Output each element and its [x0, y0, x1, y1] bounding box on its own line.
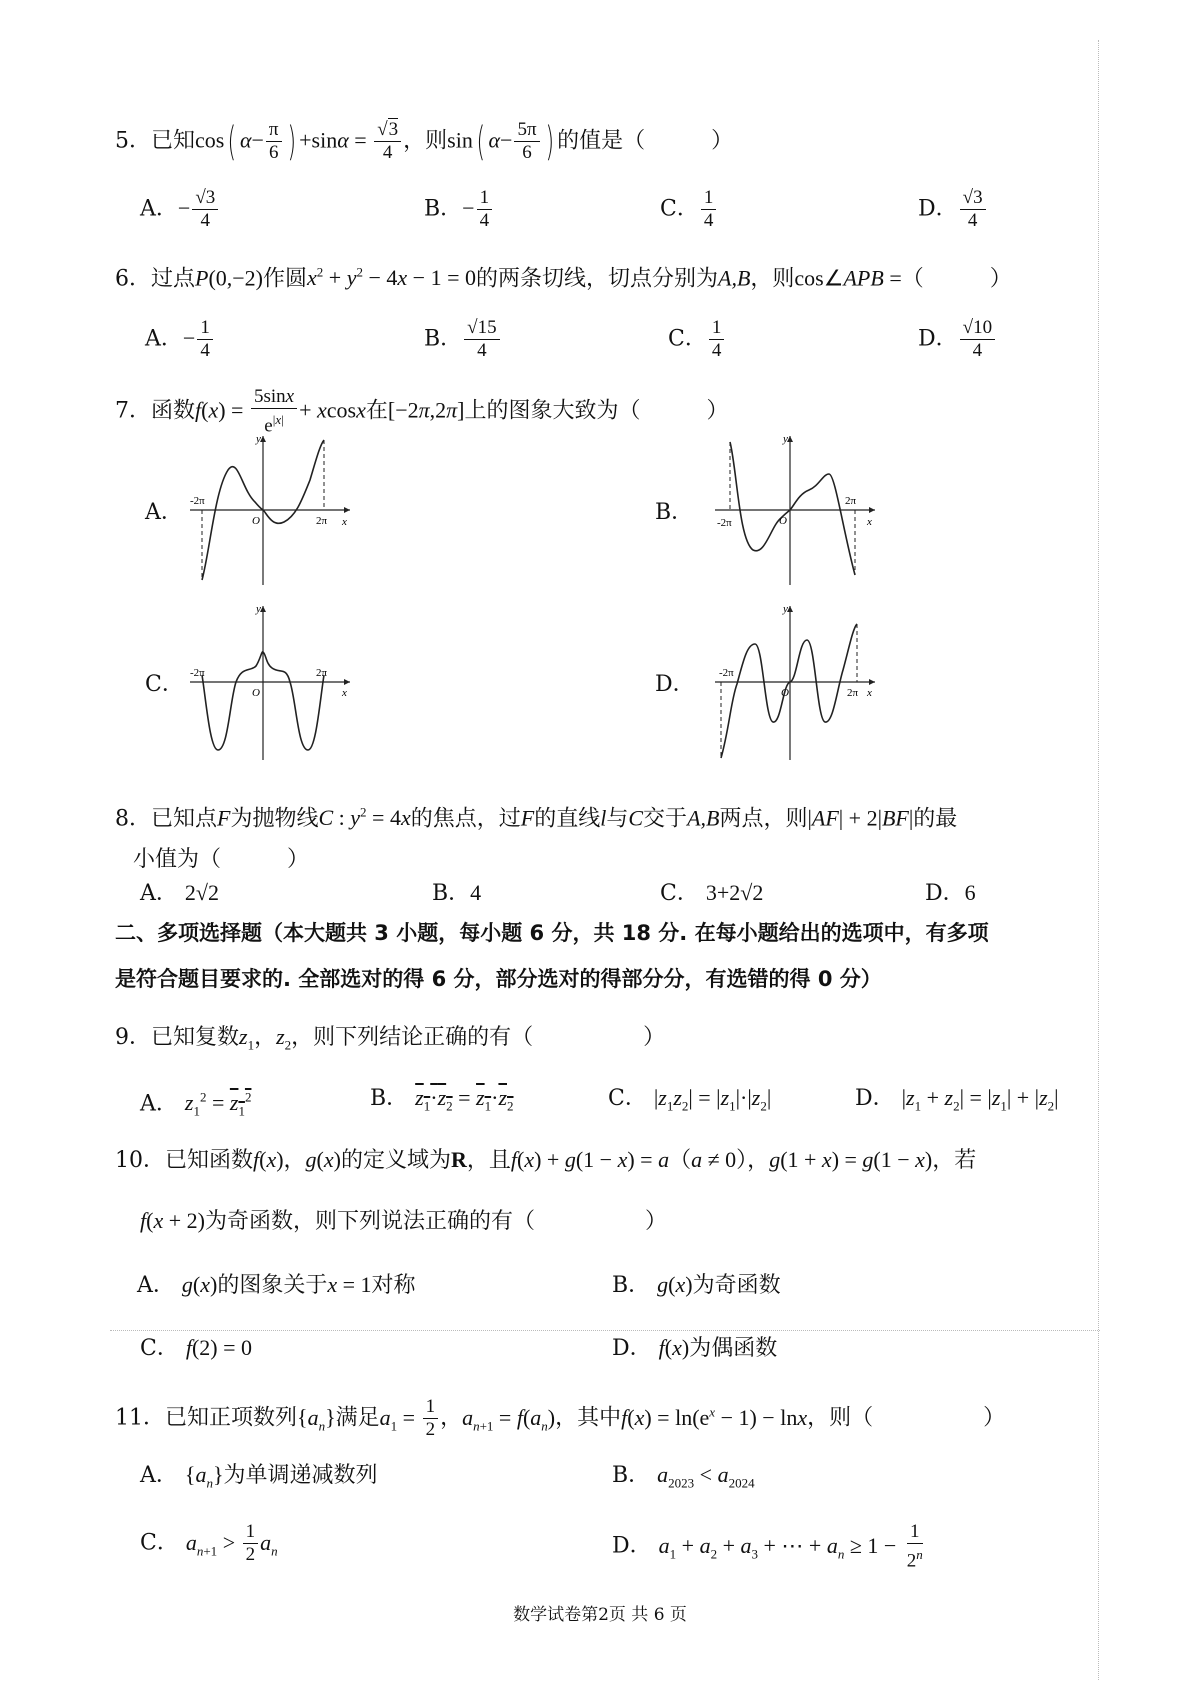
q7-graph-b[interactable]	[705, 430, 885, 590]
q7-option-b-label[interactable]: B．	[655, 500, 694, 525]
separator-rule	[110, 1330, 1100, 1331]
q8-option-c[interactable]: C． 3+2√2	[660, 880, 764, 906]
margin-rule	[1098, 40, 1099, 1680]
svg-text:-2π: -2π	[190, 667, 205, 679]
page-footer: 数学试卷第2页 共 6 页	[513, 1605, 687, 1625]
svg-text:O: O	[252, 515, 260, 527]
svg-text:O: O	[252, 687, 260, 699]
question-8: 8．已知点F为抛物线C : $y^2 = 4x$的焦点，过F的直线l与C交于A,B两点，则|AF| + 2|BF|的最	[115, 805, 958, 832]
question-5: 5．已知cos( α− $\frac{\pi}{6}$ ) +sinα = $\frac{√3}{4}$ ，则sin( α− $\frac{5\pi}{6}$ ) 的值是（ ）	[115, 118, 734, 165]
q10-option-a[interactable]: A． g(x)的图象关于x = 1对称	[137, 1272, 416, 1298]
svg-text:-2π: -2π	[717, 517, 732, 529]
q7-option-d-label[interactable]: D．	[655, 672, 695, 697]
question-6: 6．过点P(0,−2)作圆$x^2 + y^2 - 4x - 1 = 0$的两条切线，切点分别为A,B，则cos∠APB =（ ）	[115, 265, 1012, 292]
q5-option-b[interactable]: B．− $\frac{1}{4}$	[424, 188, 494, 231]
svg-text:y: y	[783, 603, 788, 615]
q11-option-b[interactable]: B． $a_{2023} < a_{2024}$	[612, 1462, 755, 1491]
question-9: 9．已知复数$z_1$，$z_2$，则下列结论正确的有（ ）	[115, 1024, 666, 1053]
q11-option-d[interactable]: D． $a_1 + a_2 + a_3$ + ⋯ + $a_n \ge 1$ − $\frac{1}{2^n}$	[612, 1521, 923, 1572]
q7-option-c-label[interactable]: C．	[145, 672, 184, 697]
q6-option-b[interactable]: B． $\frac{√15}{4}$	[424, 318, 502, 361]
question-7: 7．函数f(x) = $\frac{5\sin x}{e^{|x|}}$ + xcosx在[−2π,2π]上的图象大致为（ ）	[115, 386, 729, 437]
svg-text:x: x	[342, 516, 347, 528]
svg-text:x: x	[342, 687, 347, 699]
svg-text:y: y	[256, 603, 261, 615]
q8-option-a[interactable]: A． 2√2	[140, 880, 219, 906]
q6-option-d[interactable]: D． $\frac{√10}{4}$	[918, 318, 997, 361]
q11-option-c[interactable]: C． $a_{n+1}$ > $\frac{1}{2}$ $a_n$	[140, 1521, 278, 1565]
q10-option-c[interactable]: C． f(2) = 0	[140, 1335, 253, 1361]
svg-text:2π: 2π	[847, 687, 859, 699]
svg-text:-2π: -2π	[719, 667, 734, 679]
svg-text:2π: 2π	[316, 667, 328, 679]
svg-text:y: y	[783, 433, 788, 445]
q10-option-b[interactable]: B． g(x)为奇函数	[612, 1272, 781, 1298]
q8-option-b[interactable]: B．4	[432, 880, 482, 906]
q7-graph-a[interactable]	[180, 430, 360, 590]
svg-text:2π: 2π	[845, 495, 857, 507]
q11-option-a[interactable]: A． $\{a_n\}$为单调递减数列	[140, 1462, 378, 1491]
svg-text:2π: 2π	[316, 515, 328, 527]
q9-option-b[interactable]: B． $z_1\cdot z_2 = z_1\cdot z_2$	[370, 1085, 514, 1114]
q8-option-d[interactable]: D．6	[925, 880, 976, 906]
svg-text:O: O	[779, 515, 787, 527]
section-2-heading-line2: 是符合题目要求的. 全部选对的得 6 分，部分选对的得部分分，有选错的得 0 分）	[115, 967, 882, 991]
q7-graph-c[interactable]	[180, 600, 360, 765]
svg-text:x: x	[867, 687, 872, 699]
svg-text:O: O	[781, 687, 789, 699]
q9-option-d[interactable]: D． $|z_1 + z_2| = |z_1| + |z_2|$	[855, 1085, 1059, 1114]
q7-graph-d[interactable]	[705, 600, 885, 765]
q5-option-a[interactable]: A．− $\frac{√3}{4}$	[140, 188, 220, 231]
svg-text:y: y	[256, 433, 261, 445]
q5-option-d[interactable]: D． $\frac{√3}{4}$	[918, 188, 988, 231]
q10-option-d[interactable]: D． f(x)为偶函数	[612, 1335, 778, 1361]
q5-option-c[interactable]: C． $\frac{1}{4}$	[660, 188, 718, 231]
q6-option-c[interactable]: C． $\frac{1}{4}$	[668, 318, 726, 361]
q6-option-a[interactable]: A．− $\frac{1}{4}$	[145, 318, 215, 361]
svg-text:-2π: -2π	[190, 495, 205, 507]
q9-option-c[interactable]: C． $|z_1z_2| = |z_1|\cdot|z_2|$	[608, 1085, 772, 1114]
svg-text:x: x	[867, 516, 872, 528]
question-8-line2: 小值为（ ）	[133, 847, 310, 872]
q9-option-a[interactable]: A． $z_1^2 = z_1^2$	[140, 1090, 252, 1119]
q7-option-a-label[interactable]: A．	[145, 500, 183, 525]
question-11: 11．已知正项数列$\{a_n\}$满足$a_1$ = $\frac{1}{2}$ ，$a_{n+1} = f(a_n)$，其中$f(x) = \ln(e^x - 1) - \ln x$，则（ ）	[115, 1396, 1006, 1440]
question-10: 10．已知函数f(x)，g(x)的定义域为R，且f(x) + g(1 − x) = a（a ≠ 0），g(1 + x) = g(1 − x)，若	[115, 1147, 977, 1173]
question-10-line2: f(x + 2)为奇函数，则下列说法正确的有（ ）	[140, 1208, 667, 1234]
section-2-heading: 二、多项选择题（本大题共 3 小题，每小题 6 分，共 18 分. 在每小题给出的选项中，有多项	[115, 921, 989, 945]
